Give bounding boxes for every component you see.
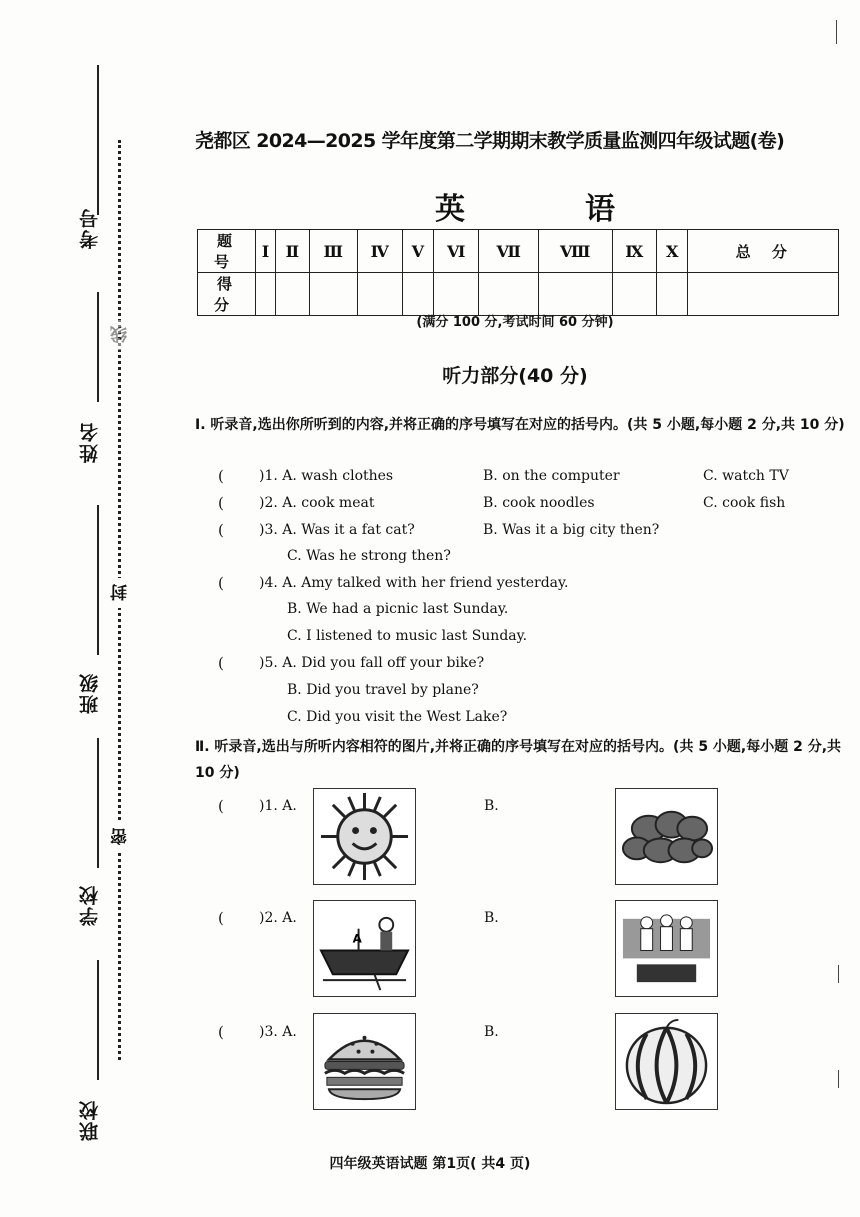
score-cell[interactable] [434, 273, 479, 316]
section2-instruction: Ⅱ. 听录音,选出与所听内容相符的图片,并将正确的序号填写在对应的括号内。(共 5 小题,每小题 2 分,共 10 分) [195, 739, 842, 781]
sun-icon[interactable] [313, 788, 416, 885]
exam-title: 尧都区 2024—2025 学年度第二学期期末教学质量监测四年级试题(卷) [195, 130, 785, 152]
s1-q3-c: C. Was he strong then? [287, 548, 451, 564]
col-8: Ⅷ [538, 230, 612, 273]
school-line [97, 738, 99, 868]
s1-q1-b: B. on the computer [483, 468, 620, 484]
s1-q5-c: C. Did you visit the West Lake? [287, 709, 508, 725]
answer-paren[interactable]: ( [218, 797, 224, 815]
listening-part-title: 听力部分(40 分) [442, 365, 588, 387]
score-table [197, 229, 839, 316]
union-line [97, 960, 99, 1080]
col-6: Ⅵ [434, 230, 479, 273]
section1-instruction: Ⅰ. 听录音,选出你所听到的内容,并将正确的序号填写在对应的括号内。(共 5 小题,每小题 2 分,共 10 分) [195, 417, 845, 433]
s2-q1-b-label: B. [484, 798, 499, 814]
answer-paren[interactable]: ( [218, 467, 224, 485]
answer-paren[interactable]: ( [218, 521, 224, 539]
seal-char-xian: 线 [108, 320, 132, 350]
s1-q2-c: C. cook fish [703, 495, 786, 511]
question-number-label: 题 号 [198, 230, 256, 273]
answer-paren[interactable]: ( [218, 574, 224, 592]
name-line [97, 292, 99, 402]
s1-q3-a: )3. A. Was it a fat cat? [259, 522, 415, 538]
svg-text:A: A [352, 931, 362, 946]
scan-mark [838, 1070, 839, 1088]
page-footer: 四年级英语试题 第1页( 共4 页) [329, 1156, 531, 1172]
score-label: 得 分 [198, 273, 256, 316]
score-cell[interactable] [538, 273, 612, 316]
score-table-header-row [198, 230, 839, 273]
s2-q2-b-label: B. [484, 910, 499, 926]
exam-number-line [97, 65, 99, 215]
boat-icon[interactable] [313, 900, 416, 997]
class-label: 班级 [79, 672, 101, 714]
subject-char-ying: 英 [435, 192, 465, 227]
s1-q2-b: B. cook noodles [483, 495, 595, 511]
answer-paren[interactable]: ( [218, 654, 224, 672]
answer-paren[interactable]: ( [218, 494, 224, 512]
score-table-score-row [198, 273, 839, 316]
score-cell[interactable] [256, 273, 276, 316]
family-photo-icon[interactable] [615, 900, 718, 997]
clouds-icon[interactable] [615, 788, 718, 885]
s1-q4-b: B. We had a picnic last Sunday. [287, 601, 509, 617]
s1-q4-a: )4. A. Amy talked with her friend yesterday. [259, 575, 569, 591]
watermelon-icon[interactable] [615, 1013, 718, 1110]
s2-q1-a-label: )1. A. [259, 798, 297, 814]
score-cell[interactable] [309, 273, 357, 316]
seal-char-feng: 封 [108, 578, 132, 608]
hamburger-icon[interactable] [313, 1013, 416, 1110]
class-line [97, 505, 99, 655]
s1-q5-b: B. Did you travel by plane? [287, 682, 479, 698]
score-cell[interactable] [479, 273, 539, 316]
s2-q2-a-label: )2. A. [259, 910, 297, 926]
score-cell[interactable] [657, 273, 688, 316]
exam-note: (满分 100 分,考试时间 60 分钟) [416, 315, 614, 330]
col-9: Ⅸ [612, 230, 657, 273]
col-3: Ⅲ [309, 230, 357, 273]
seal-char-mi: 密 [108, 822, 132, 852]
scan-mark [838, 965, 839, 983]
s1-q2-a: )2. A. cook meat [259, 495, 375, 511]
school-label: 学校 [79, 884, 101, 926]
answer-paren[interactable]: ( [218, 1023, 224, 1041]
col-5: Ⅴ [402, 230, 433, 273]
scan-mark [836, 20, 837, 44]
union-school-label: 联校 [79, 1099, 101, 1141]
total-label: 总 分 [688, 230, 839, 273]
score-cell[interactable] [402, 273, 433, 316]
answer-paren[interactable]: ( [218, 909, 224, 927]
score-cell[interactable] [275, 273, 309, 316]
s1-q3-b: B. Was it a big city then? [483, 522, 660, 538]
s2-q3-b-label: B. [484, 1024, 499, 1040]
col-4: Ⅳ [357, 230, 402, 273]
total-score-cell[interactable] [688, 273, 839, 316]
s1-q1-c: C. watch TV [703, 468, 789, 484]
name-label: 姓名 [79, 421, 101, 463]
subject-char-yu: 语 [585, 192, 615, 227]
exam-number-label: 考号 [79, 207, 101, 249]
col-2: Ⅱ [275, 230, 309, 273]
col-7: Ⅶ [479, 230, 539, 273]
s1-q4-c: C. I listened to music last Sunday. [287, 628, 528, 644]
score-cell[interactable] [612, 273, 657, 316]
col-10: Ⅹ [657, 230, 688, 273]
col-1: Ⅰ [256, 230, 276, 273]
s1-q1-a: )1. A. wash clothes [259, 468, 394, 484]
score-cell[interactable] [357, 273, 402, 316]
binding-margin [0, 0, 160, 1217]
s1-q5-a: )5. A. Did you fall off your bike? [259, 655, 485, 671]
subject-title [435, 184, 615, 228]
s2-q3-a-label: )3. A. [259, 1024, 297, 1040]
